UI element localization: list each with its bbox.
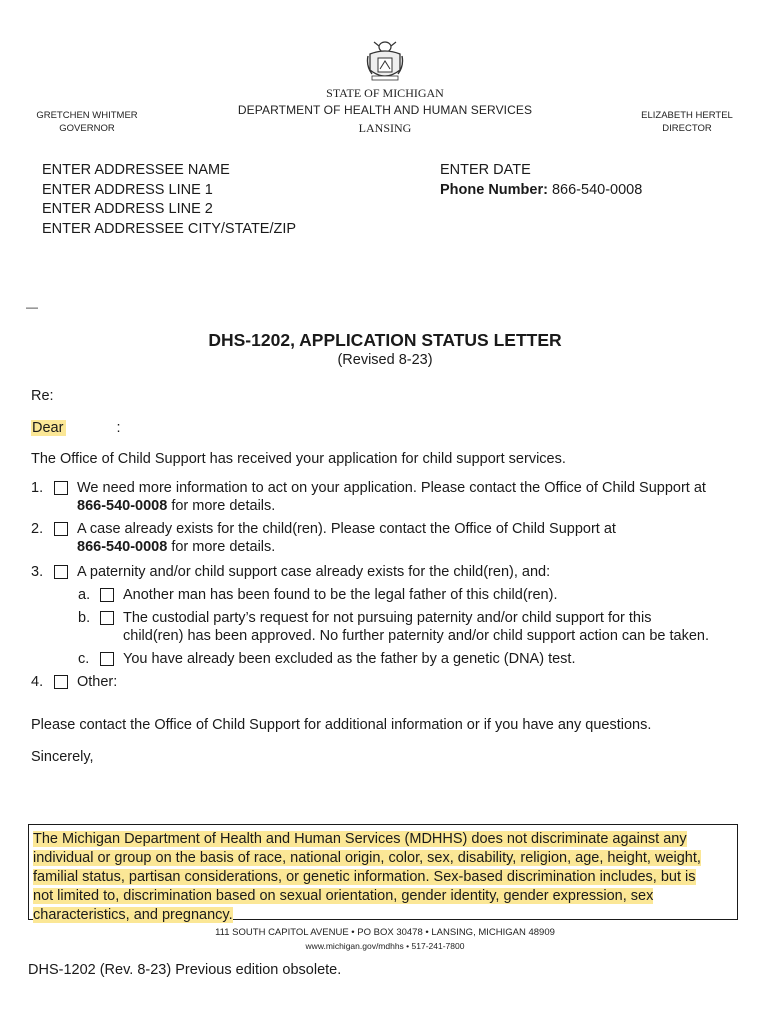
addressee-city-state-zip[interactable]: ENTER ADDRESSEE CITY/STATE/ZIP [42, 220, 297, 237]
revision-note: (Revised 8-23) [337, 352, 433, 368]
item-number: 4. [31, 674, 44, 690]
phone-value: 866-540-0008 [551, 181, 643, 198]
checkbox-subitem-b[interactable] [100, 611, 114, 625]
subitem-a-text: Another man has been found to be the legal father of this child(ren). [123, 587, 558, 603]
notice-line-3: familial status, partisan considerations, or genetic information. Sex-based discrimination includes, but is [33, 869, 696, 885]
notice-line-4: not limited to, discrimination based on sexual orientation, gender identity, gender expression, sex [33, 888, 654, 904]
list-item-1 [31, 479, 43, 497]
nondiscrimination-notice [28, 824, 738, 923]
governor-title: GOVERNOR [59, 123, 115, 134]
intro-paragraph: The Office of Child Support has received your application for child support services. [31, 451, 566, 467]
dear-colon: : [116, 420, 121, 436]
date-phone-block [440, 161, 642, 200]
re-label: Re: [31, 388, 54, 404]
checkbox-item-4[interactable] [54, 675, 68, 689]
checkbox-item-3[interactable] [54, 565, 68, 579]
item-2-text: A case already exists for the child(ren). Please contact the Office of Child Support at 866-540-0008 for more details. [77, 521, 616, 555]
form-id: DHS-1202 (Rev. 8-23) Previous edition obsolete. [28, 962, 342, 978]
notice-line-5: characteristics, and pregnancy. [33, 907, 233, 923]
address-line-2[interactable]: ENTER ADDRESS LINE 2 [42, 201, 213, 217]
item-number: 2. [31, 521, 44, 537]
subitem-letter-b: b. [78, 610, 91, 626]
item-4-text: Other: [77, 674, 118, 690]
item-1-phone: 866-540-0008 [77, 498, 168, 514]
item-number: 1. [31, 480, 44, 496]
item-2-phone: 866-540-0008 [77, 539, 168, 555]
list-item-4 [31, 673, 43, 691]
checkbox-subitem-a[interactable] [100, 588, 114, 602]
address-line-1[interactable]: ENTER ADDRESS LINE 1 [42, 181, 213, 198]
closing-paragraph: Please contact the Office of Child Support for additional information or if you have any questions. [31, 717, 652, 733]
department-name: DEPARTMENT OF HEALTH AND HUMAN SERVICES [237, 103, 533, 117]
city-name: LANSING [358, 121, 412, 135]
state-name: STATE OF MICHIGAN [326, 86, 444, 100]
notice-line-1: The Michigan Department of Health and Human Services (MDHHS) does not discriminate against any [33, 831, 687, 847]
subitem-letter-a: a. [78, 587, 91, 603]
director-name: ELIZABETH HERTEL [641, 110, 733, 121]
michigan-seal-icon [364, 36, 406, 84]
checkbox-item-2[interactable] [54, 522, 68, 536]
list-item-3 [31, 563, 43, 581]
item-number: 3. [31, 564, 44, 580]
director-title: DIRECTOR [662, 123, 712, 134]
phone-line [440, 181, 642, 201]
dear-label: Dear [31, 420, 66, 436]
subitem-c-text: You have already been excluded as the father by a genetic (DNA) test. [123, 651, 576, 667]
rule-mark: — [26, 300, 38, 314]
list-item-2 [31, 520, 43, 538]
footer-web: www.michigan.gov/mdhhs • 517-241-7800 [305, 941, 465, 951]
checkbox-subitem-c[interactable] [100, 652, 114, 666]
notice-line-2: individual or group on the basis of race, national origin, color, sex, disability, religion, age, height, weight, [33, 850, 701, 866]
letter-date[interactable]: ENTER DATE [440, 162, 531, 178]
addressee-block [42, 161, 296, 239]
item-1-text: We need more information to act on your application. Please contact the Office of Child Support at 866-540-0008 for more details. [77, 480, 706, 514]
signoff: Sincerely, [31, 749, 94, 765]
addressee-name[interactable]: ENTER ADDRESSEE NAME [42, 162, 230, 178]
footer-address: 111 SOUTH CAPITOL AVENUE • PO BOX 30478 • LANSING, MICHIGAN 48909 [215, 927, 555, 938]
salutation [31, 419, 120, 438]
phone-label: Phone Number: [440, 181, 548, 198]
item-3-text: A paternity and/or child support case already exists for the child(ren), and: [77, 564, 551, 580]
checkbox-item-1[interactable] [54, 481, 68, 495]
subitem-b-text: The custodial party’s request for not pursuing paternity and/or child support for this child(ren) has been approved. No further paternity and/or child support action can be taken. [123, 610, 709, 644]
letter-title: DHS-1202, APPLICATION STATUS LETTER [208, 330, 562, 350]
governor-name: GRETCHEN WHITMER [36, 110, 138, 121]
subitem-letter-c: c. [78, 651, 90, 667]
